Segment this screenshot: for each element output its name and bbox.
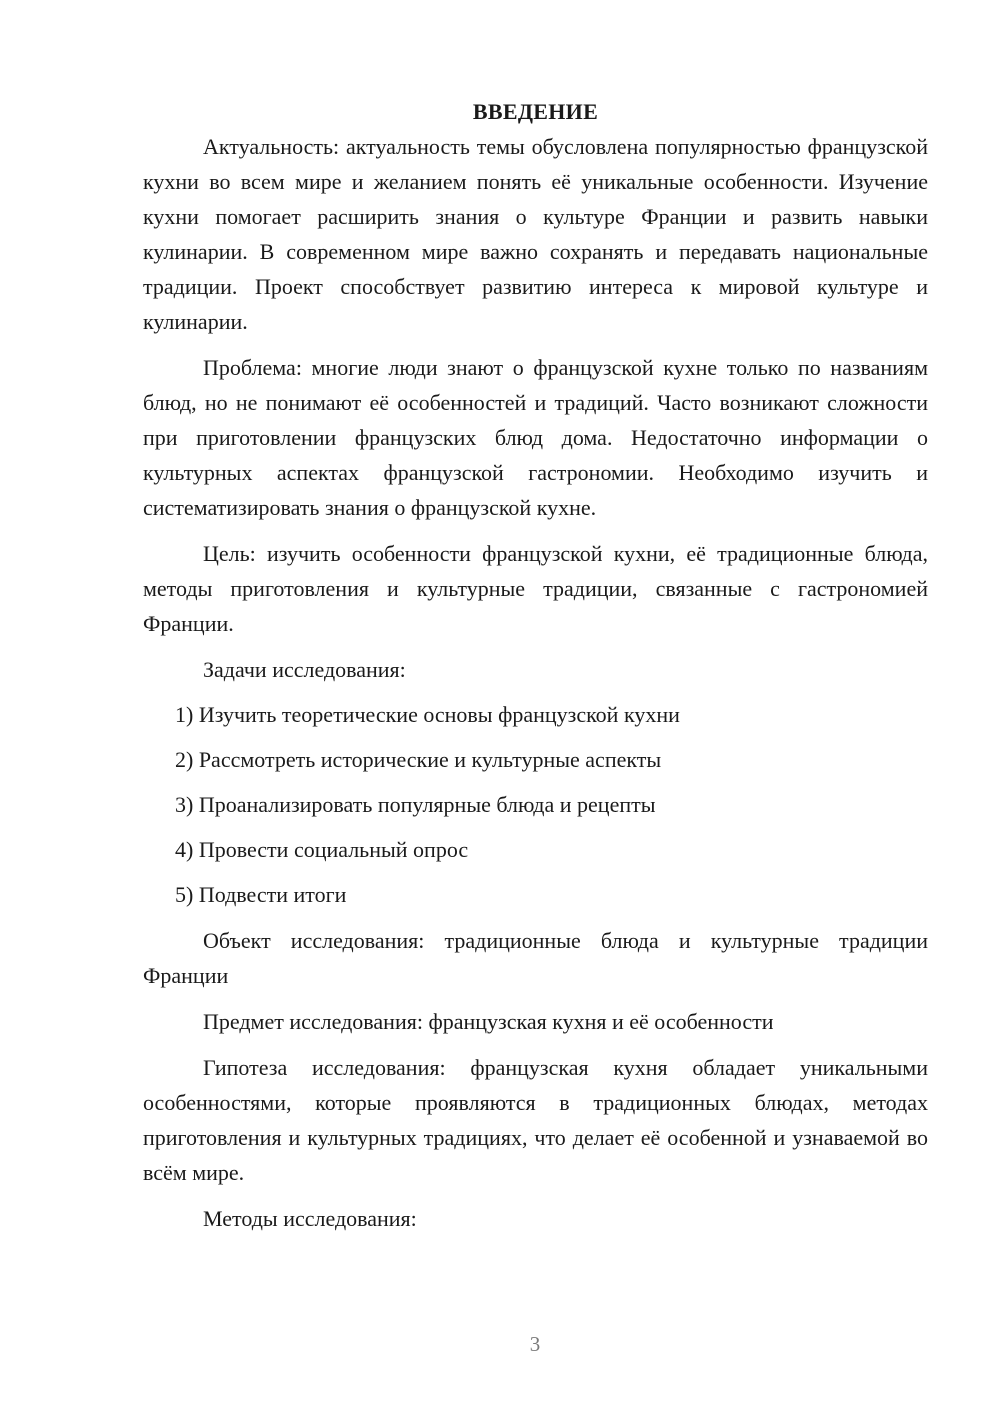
paragraph-problem: Проблема: многие люди знают о французской кухне только по названиям блюд, но не понимают её особенностей и традиций. Часто возникают сложности при приготовлении французских блюд дома. Недостаточно информации о культурных аспектах французской гастрономии. Необходимо изучить и систематизировать знания о французской кухне. bbox=[143, 355, 928, 520]
paragraph-goal: Цель: изучить особенности французской кухни, её традиционные блюда, методы приготовления и культурные традиции, связанные с гастрономией Франции. bbox=[143, 541, 928, 636]
list-item: 2) Рассмотреть исторические и культурные аспекты bbox=[175, 747, 662, 772]
tasks-list bbox=[143, 697, 928, 912]
paragraph-tasks-heading: Задачи исследования: bbox=[203, 657, 406, 682]
paragraph-hypothesis: Гипотеза исследования: французская кухня обладает уникальными особенностями, которые проявляются в традиционных блюдах, методах приготовления и культурных традициях, что делает её особенной и узнаваемой во всём мире. bbox=[143, 1055, 928, 1185]
section-title: ВВЕДЕНИЕ bbox=[472, 99, 599, 124]
list-item: 1) Изучить теоретические основы французской кухни bbox=[175, 702, 680, 727]
list-item: 5) Подвести итоги bbox=[175, 882, 347, 907]
paragraph-subject: Предмет исследования: французская кухня и её особенности bbox=[203, 1009, 774, 1034]
paragraph-object: Объект исследования: традиционные блюда и культурные традиции Франции bbox=[143, 928, 928, 988]
list-item: 4) Провести социальный опрос bbox=[175, 837, 469, 862]
paragraph-relevance: Актуальность: актуальность темы обусловлена популярностью французской кухни во всем мире и желанием понять её уникальные особенности. Изучение кухни помогает расширить знания о культуре Франции и развить навыки кулинарии. В современном мире важно сохранять и передавать национальные традиции. Проект способствует развитию интереса к мировой культуре и кулинарии. bbox=[143, 134, 928, 334]
paragraph-methods: Методы исследования: bbox=[203, 1206, 417, 1231]
page-number: 3 bbox=[529, 1332, 541, 1356]
document-page bbox=[143, 94, 928, 1236]
list-item: 3) Проанализировать популярные блюда и рецепты bbox=[175, 792, 656, 817]
